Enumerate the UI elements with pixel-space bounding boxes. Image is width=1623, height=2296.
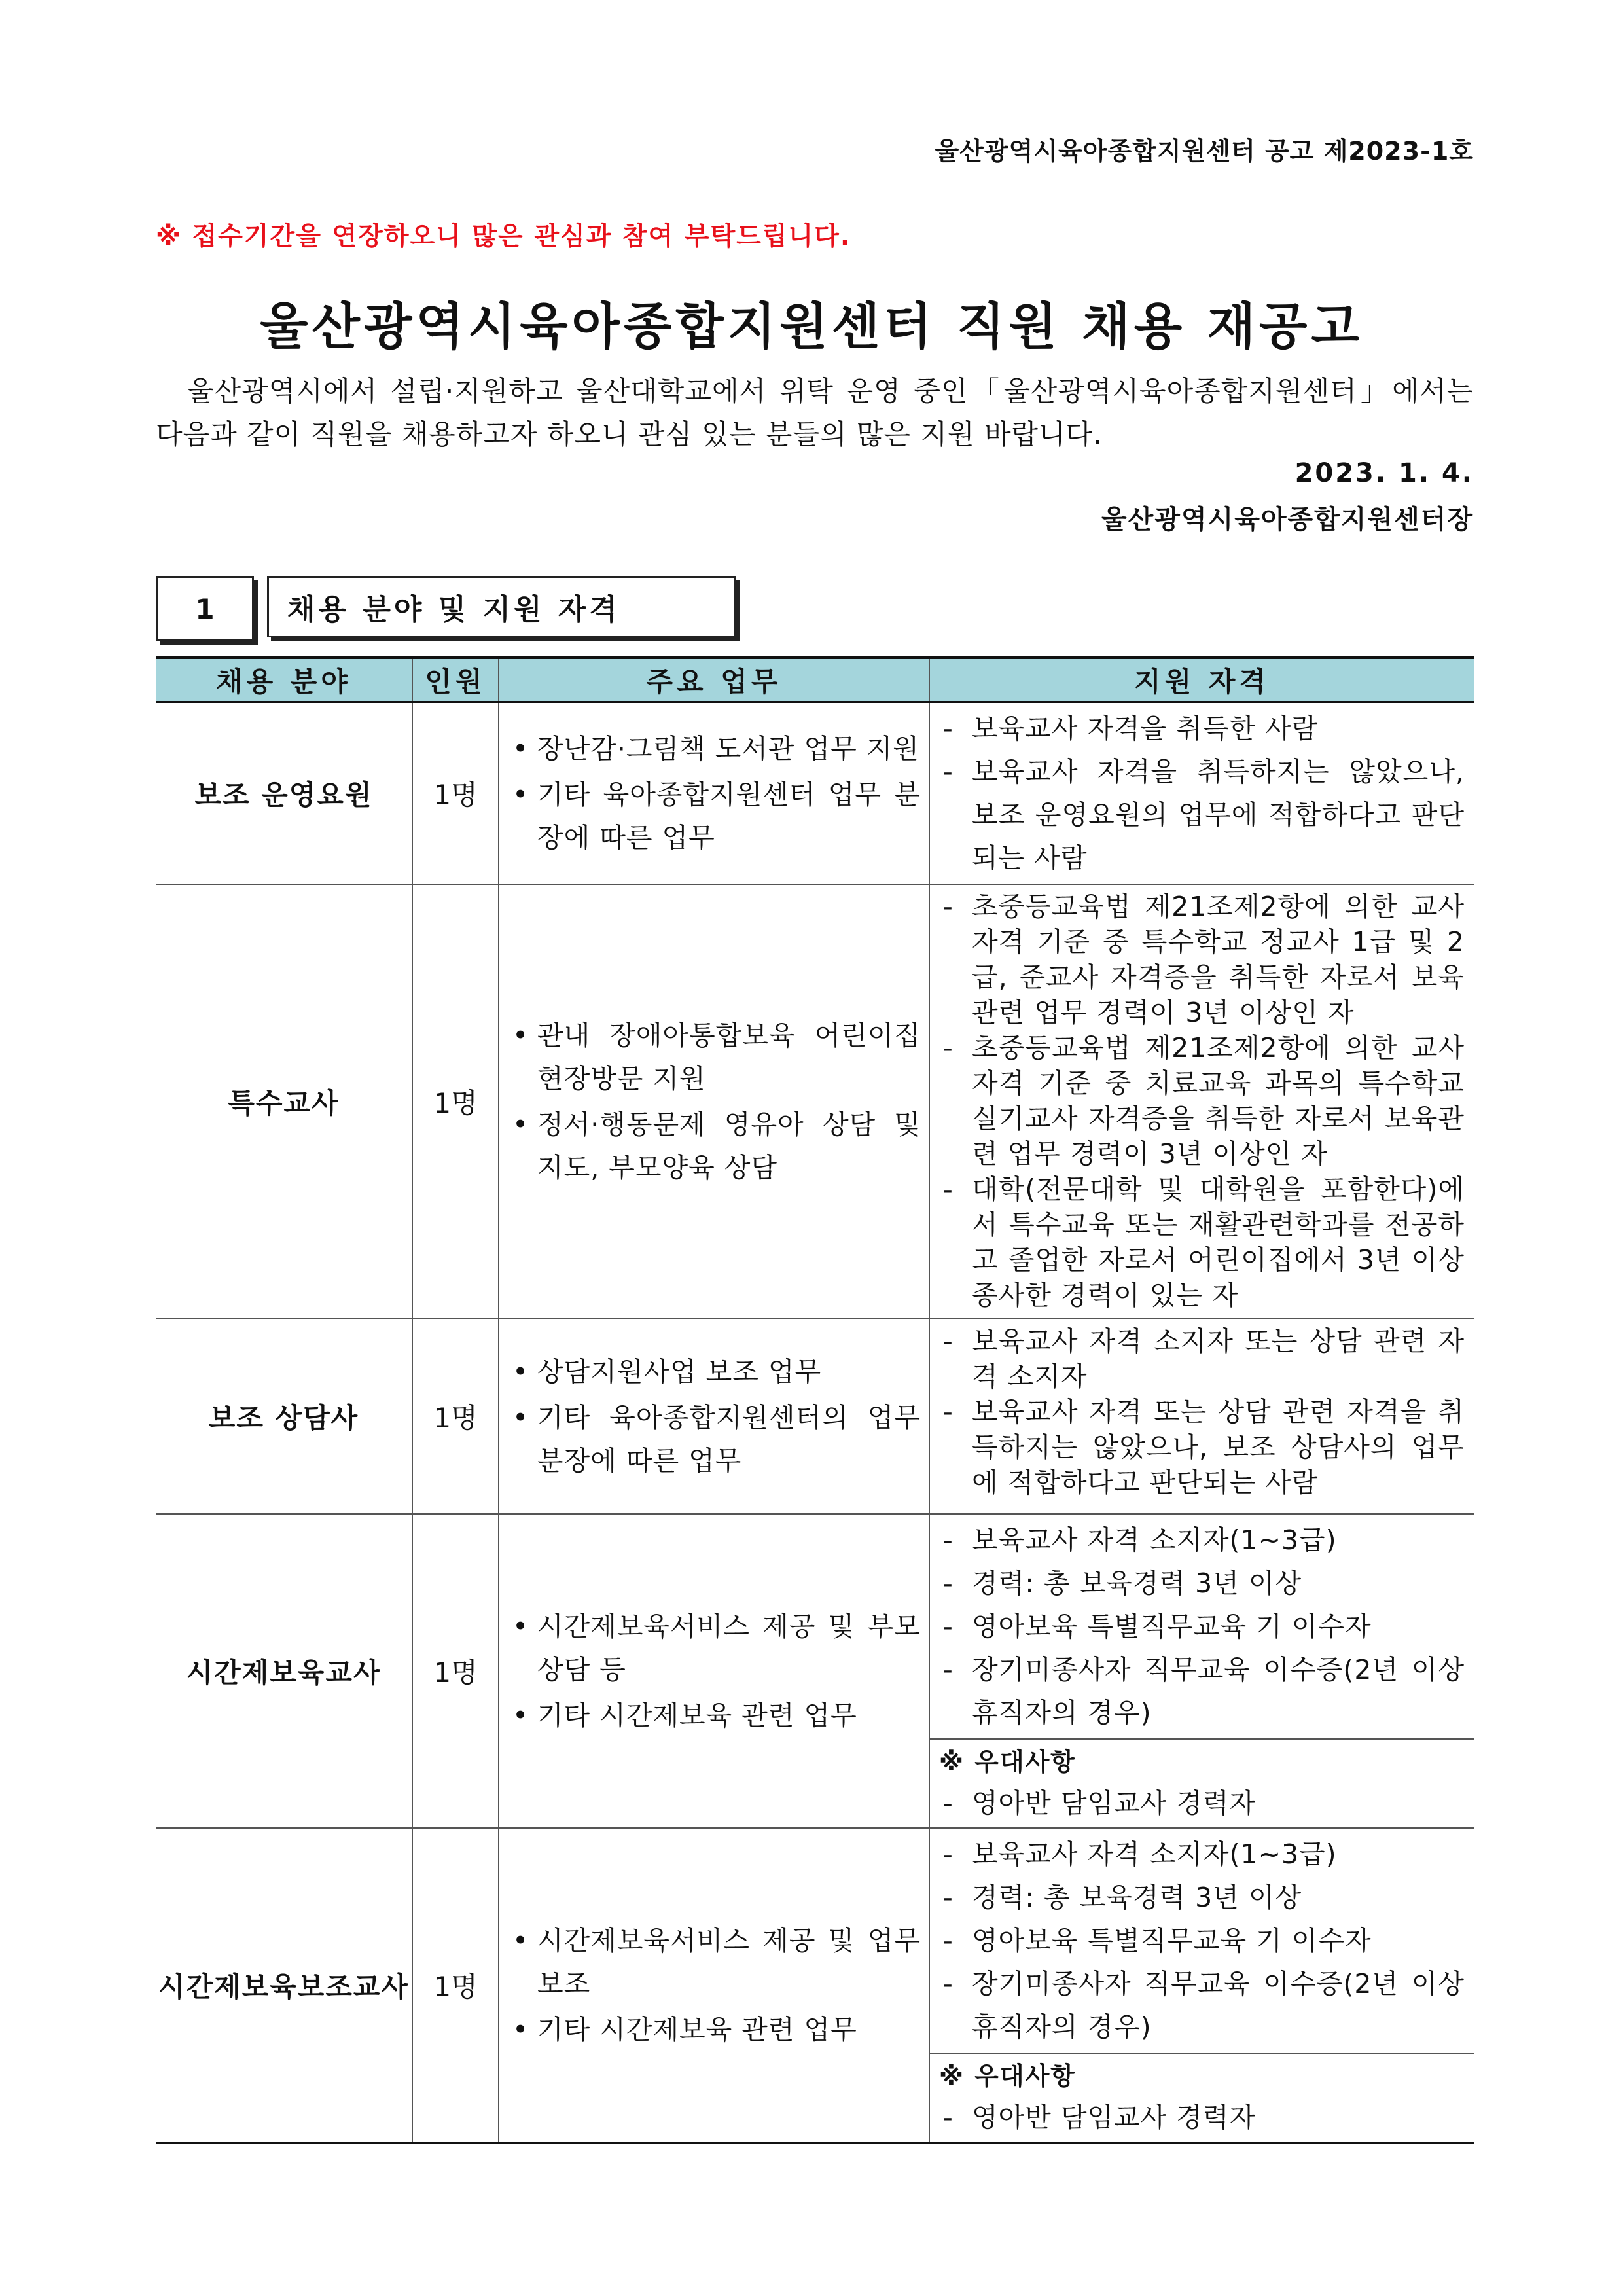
- qualification-item: - 경력: 총 보육경력 3년 이상: [939, 1562, 1465, 1605]
- field-name: 보조 상담사: [156, 1319, 412, 1514]
- header-count: 인원: [412, 658, 499, 702]
- notice-date: 2023. 1. 4.: [1294, 458, 1474, 488]
- qualification-item: - 초중등교육법 제21조제2항에 의한 교사자격 기준 중 치료교육 과목의 특수학교 실기교사 자격증을 취득한 자로서 보육관련 업무 경력이 3년 이상인 자: [939, 1030, 1465, 1172]
- headcount: 1명: [412, 1828, 499, 2143]
- extension-notice: ※ 접수기간을 연장하오니 많은 관심과 참여 부탁드립니다.: [156, 222, 851, 251]
- duty-item: • 관내 장애아통합보육 어린이집 현장방문 지원: [506, 1014, 921, 1100]
- field-name: 시간제보육보조교사: [156, 1828, 412, 2143]
- qualification-item: - 영아보육 특별직무교육 기 이수자: [939, 1605, 1465, 1648]
- qualification-item: - 보육교사 자격을 취득하지는 않았으나, 보조 운영요원의 업무에 적합하다고 판단되는 사람: [939, 750, 1465, 880]
- section-title: 채용 분야 및 지원 자격: [267, 576, 736, 637]
- field-name: 특수교사: [156, 884, 412, 1319]
- duty-item: • 기타 시간제보육 관련 업무: [506, 1694, 921, 1737]
- header-field: 채용 분야: [156, 658, 412, 702]
- table-row: [156, 702, 1474, 885]
- headcount: 1명: [412, 702, 499, 885]
- headcount: 1명: [412, 1514, 499, 1828]
- intro-paragraph: [156, 370, 1474, 456]
- table-row: [156, 1828, 1474, 2143]
- preference-title: ※ 우대사항: [939, 1748, 1077, 1776]
- qualification-item: - 경력: 총 보육경력 3년 이상: [939, 1876, 1465, 1919]
- table-row: [156, 1319, 1474, 1514]
- preference-block: [930, 2053, 1474, 2142]
- qualification-item: - 보육교사 자격 또는 상담 관련 자격을 취득하지는 않았으나, 보조 상담사의 업무에 적합하다고 판단되는 사람: [939, 1394, 1465, 1500]
- headcount: 1명: [412, 1319, 499, 1514]
- qualification-item: - 장기미종사자 직무교육 이수증(2년 이상 휴직자의 경우): [939, 1648, 1465, 1734]
- qualification-item: - 보육교사 자격을 취득한 사람: [939, 707, 1465, 750]
- header-duties: 주요 업무: [499, 658, 929, 702]
- qualification-item: - 보육교사 자격 소지자 또는 상담 관련 자격 소지자: [939, 1323, 1465, 1394]
- table-row: [156, 884, 1474, 1319]
- duties-cell: [499, 1514, 929, 1828]
- qualification-item: - 장기미종사자 직무교육 이수증(2년 이상 휴직자의 경우): [939, 1962, 1465, 2049]
- duty-item: • 장난감·그림책 도서관 업무 지원: [506, 727, 921, 770]
- headcount: 1명: [412, 884, 499, 1319]
- issuer: 울산광역시육아종합지원센터장: [1101, 505, 1474, 535]
- qualification-item: - 영아보육 특별직무교육 기 이수자: [939, 1919, 1465, 1962]
- duty-item: • 정서·행동문제 영유아 상담 및 지도, 부모양육 상담: [506, 1103, 921, 1189]
- duty-item: • 기타 육아종합지원센터의 업무 분장에 따른 업무: [506, 1396, 921, 1482]
- qualification-item: - 보육교사 자격 소지자(1~3급): [939, 1518, 1465, 1562]
- table-header-row: [156, 658, 1474, 702]
- table-row: [156, 1514, 1474, 1828]
- qualification-item: - 보육교사 자격 소지자(1~3급): [939, 1833, 1465, 1876]
- preference-block: [930, 1738, 1474, 1827]
- duties-cell: [499, 1319, 929, 1514]
- qualifications-cell: [929, 702, 1474, 885]
- qualification-item: - 초중등교육법 제21조제2항에 의한 교사 자격 기준 중 특수학교 정교사 1급 및 2급, 준교사 자격증을 취득한 자로서 보육관련 업무 경력이 3년 이상인 자: [939, 889, 1465, 1030]
- duty-item: • 기타 시간제보육 관련 업무: [506, 2008, 921, 2051]
- preference-item: - 영아반 담임교사 경력자: [939, 1782, 1465, 1825]
- qualifications-cell: [929, 1319, 1474, 1514]
- preference-title: ※ 우대사항: [939, 2062, 1077, 2090]
- qualifications-cell: [929, 1828, 1474, 2143]
- duty-item: • 시간제보육서비스 제공 및 부모상담 등: [506, 1605, 921, 1691]
- intro-text: 울산광역시에서 설립·지원하고 울산대학교에서 위탁 운영 중인「울산광역시육아종합지원센터」에서는 다음과 같이 직원을 채용하고자 하오니 관심 있는 분들의 많은 지원 바랍니다.: [156, 375, 1474, 450]
- field-name: 보조 운영요원: [156, 702, 412, 885]
- page-title: 울산광역시육아종합지원센터 직원 채용 재공고: [260, 297, 1363, 355]
- duty-item: • 상담지원사업 보조 업무: [506, 1350, 921, 1393]
- field-name: 시간제보육교사: [156, 1514, 412, 1828]
- duties-cell: [499, 884, 929, 1319]
- qualifications-cell: [929, 1514, 1474, 1828]
- notice-number: 울산광역시육아종합지원센터 공고 제2023-1호: [935, 137, 1474, 166]
- duty-item: • 기타 육아종합지원센터 업무 분장에 따른 업무: [506, 773, 921, 859]
- duties-cell: [499, 702, 929, 885]
- qualification-item: - 대학(전문대학 및 대학원을 포함한다)에서 특수교육 또는 재활관련학과를 전공하고 졸업한 자로서 어린이집에서 3년 이상 종사한 경력이 있는 자: [939, 1172, 1465, 1313]
- recruitment-table: [156, 656, 1474, 2144]
- section-number: 1: [156, 576, 254, 641]
- qualifications-cell: [929, 884, 1474, 1319]
- header-qualifications: 지원 자격: [929, 658, 1474, 702]
- preference-item: - 영아반 담임교사 경력자: [939, 2096, 1465, 2139]
- duty-item: • 시간제보육서비스 제공 및 업무 보조: [506, 1919, 921, 2005]
- duties-cell: [499, 1828, 929, 2143]
